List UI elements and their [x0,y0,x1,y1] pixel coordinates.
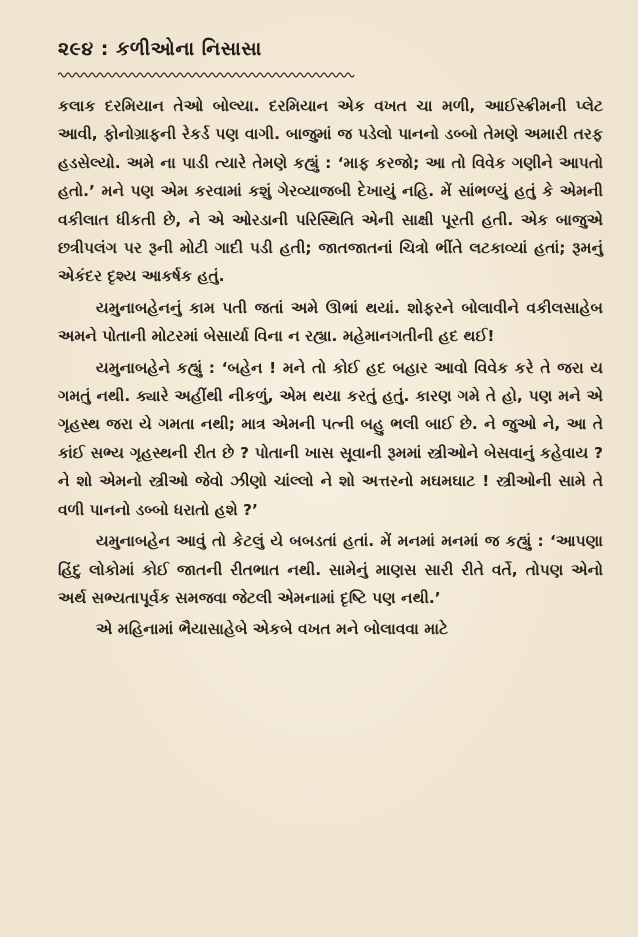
paragraph-5: એ મહિનામાં ભૈયાસાહેબે એકબે વખત મને બોલાવવા માટે [96,620,449,639]
paragraph-3: યમુનાબહેને કહ્યું : ‘બહેન ! મને તો કોઈ હદ બહાર આવો વિવેક કરે તે જરા ય ગમતું નથી. ક્યારે અહીંથી નીકળું, એમ થયા કરતું હતું. કારણ ગમે તે હો, પણ મને એ ગૃહસ્થ જરા યે ગમતા નથી; માત્ર એમની પત્ની બહુ ભલી બાઈ છે. ને જુઓ ને, આ તે કાંઈ સભ્ય ગૃહસ્થની રીત છે ? પોતાની ખાસ સૂવાની રૂમમાં સ્ત્રીઓને બેસવાનું કહેવાય ? ને શો એમનો સ્ત્રીઓ જેવો ઝીણો ચાંલ્લો ને શો અત્તરનો મઘમઘાટ ! સ્ત્રીઓની સામે તે વળી પાનનો ડબ્બો ધરાતો હશે ?’ [58,358,603,519]
page-header [58,30,358,82]
running-head: ૨૯૪ : કળીઓના નિસાસા [58,38,262,60]
body-text [58,92,603,644]
paragraph-2: યમુનાબહેનનું કામ પતી જતાં અમે ઊભાં થયાં. શોફરને બોલાવીને વકીલસાહેબ અમને પોતાની મોટરમાં બેસાર્યા વિના ન રહ્યા. મહેમાનગતીની હદ થઈ! [58,298,603,346]
wavy-underline [58,70,358,80]
paragraph-4: યમુનાબહેન આવું તો કેટલું યે બબડતાં હતાં. મેં મનમાં મનમાં જ કહ્યું : ‘આપણા હિંદુ લોકોમાં કોઈ જાતની રીતભાત નથી. સામેનું માણસ સારી રીતે વર્તે, તોપણ એનો અર્થ સભ્યતાપૂર્વક સમજવા જેટલી એમનામાં દૃષ્ટિ પણ નથી.’ [58,532,603,607]
paragraph-1: કલાક દરમિયાન તેઓ બોલ્યા. દરમિયાન એક વખત ચા મળી, આઈસ્ક્રીમની પ્લેટ આવી, ફોનોગ્રાફની રેકર્ડ પણ વાગી. બાજુમાં જ પડેલો પાનનો ડબ્બો તેમણે અમારી તરફ હડસેલ્યો. અમે ના પાડી ત્યારે તેમણે કહ્યું : ‘માફ કરજો; આ તો વિવેક ગણીને આપતો હતો.’ મને પણ એમ કરવામાં કશું ગેરવ્યાજબી દેખાયું નહિ. મેં સાંભળ્યું હતું કે એમની વકીલાત ધીકતી છે, ને એ ઓરડાની પરિસ્થિતિ એની સાક્ષી પૂરતી હતી. એક બાજુએ છત્રીપલંગ પર રૂની મોટી ગાદી પડી હતી; જાતજાતનાં ચિત્રો ભીંતે લટકાવ્યાં હતાં; રૂમનું એકંદર દૃશ્ય આકર્ષક હતું. [58,97,603,286]
